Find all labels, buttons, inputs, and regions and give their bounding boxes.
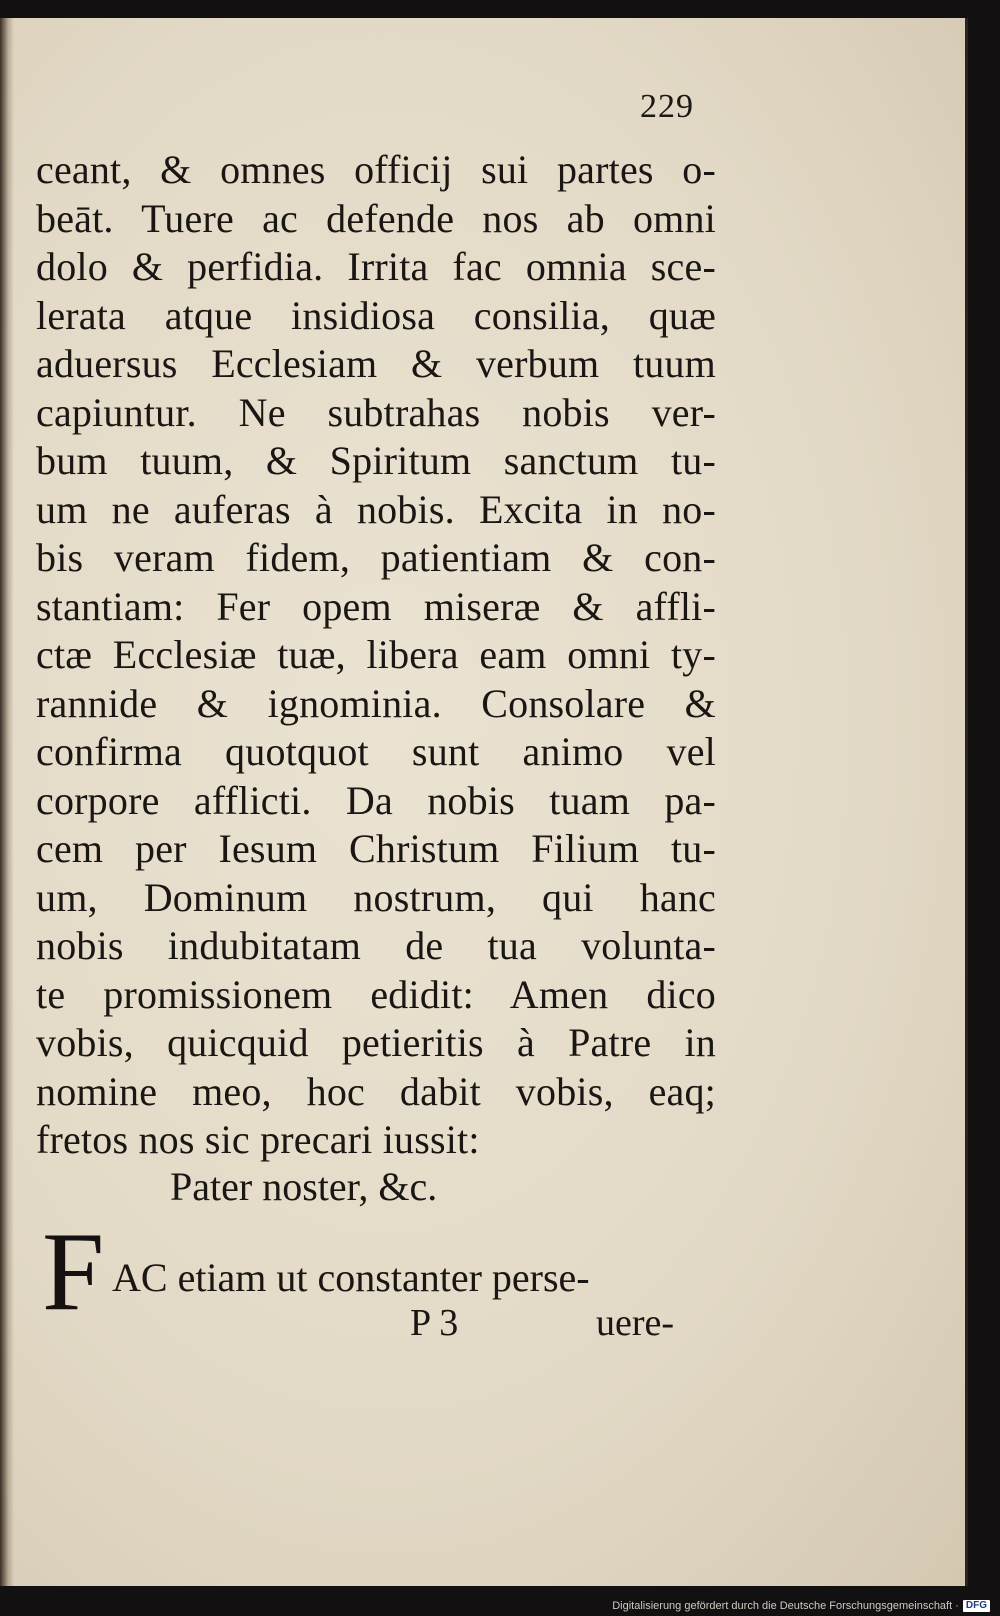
text-line: cem per Iesum Christum Filium tu- bbox=[36, 826, 716, 871]
text-line: rannide & ignominia. Consolare & bbox=[36, 680, 716, 726]
text-line: confirma quotquot sunt animo vel bbox=[36, 729, 716, 774]
text-line: dolo & perfidia. Irrita fac omnia sce- bbox=[36, 244, 716, 289]
text-line: aduersus Ecclesiam & verbum tuum bbox=[36, 341, 716, 386]
text-line: stantiam: Fer opem miseræ & affli- bbox=[36, 583, 716, 629]
drop-initial: F bbox=[42, 1210, 105, 1334]
text-line: um ne auferas à nobis. Excita in no- bbox=[36, 486, 716, 532]
text-line: ctæ Ecclesiæ tuæ, libera eam omni ty- bbox=[36, 632, 716, 677]
body-text bbox=[36, 146, 716, 1165]
text-line: capiuntur. Ne subtrahas nobis ver- bbox=[36, 389, 716, 435]
page-number: 229 bbox=[640, 88, 694, 125]
text-line: bis veram fidem, patientiam & con- bbox=[36, 535, 716, 580]
dfg-logo-icon: DFG bbox=[963, 1600, 990, 1612]
text-line: nomine meo, hoc dabit vobis, eaq; bbox=[36, 1068, 716, 1114]
book-page bbox=[0, 18, 968, 1586]
text-line: beāt. Tuere ac defende nos ab omni bbox=[36, 195, 716, 241]
text-line: bum tuum, & Spiritum sanctum tu- bbox=[36, 438, 716, 483]
catchword: uere- bbox=[596, 1302, 675, 1344]
text-line: lerata atque insidiosa consilia, quæ bbox=[36, 292, 716, 338]
text-line: te promissionem edidit: Amen dico bbox=[36, 971, 716, 1017]
text-line: nobis indubitatam de tua volunta- bbox=[36, 923, 716, 968]
text-line: ceant, & omnes officij sui partes o- bbox=[36, 147, 716, 192]
credit-text: Digitalisierung gefördert durch die Deutsche Forschungsgemeinschaft · bbox=[612, 1600, 959, 1612]
prayer-ending: Pater noster, &c. bbox=[170, 1164, 438, 1209]
text-line: corpore afflicti. Da nobis tuam pa- bbox=[36, 777, 716, 823]
section-first-line: AC etiam ut constanter perse- bbox=[112, 1255, 590, 1300]
text-line-last: fretos nos sic precari iussit: bbox=[36, 1117, 480, 1162]
text-line: vobis, quicquid petieritis à Patre in bbox=[36, 1020, 716, 1065]
digitization-credit bbox=[612, 1600, 990, 1612]
text-line: um, Dominum nostrum, qui hanc bbox=[36, 874, 716, 920]
signature-mark: P 3 bbox=[410, 1302, 459, 1344]
